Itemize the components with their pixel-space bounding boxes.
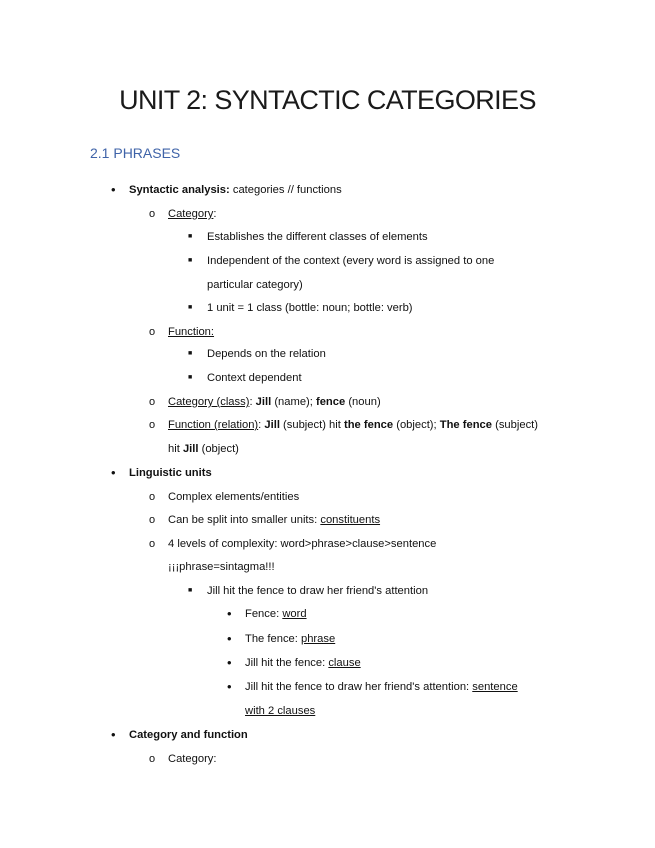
bullet-square: ■ (188, 587, 193, 594)
list-item (245, 679, 518, 695)
underlined-text: Category (168, 208, 214, 220)
list-item (168, 206, 217, 222)
bold-text: the fence (343, 419, 394, 431)
text: Jill hit the fence: (245, 657, 329, 669)
underlined-text: word (282, 608, 307, 620)
bold-text: Category and function (129, 729, 248, 741)
bullet-filled: • (227, 631, 232, 646)
list-item (129, 727, 248, 743)
list-item (168, 394, 381, 410)
list-item (245, 606, 307, 622)
list-item-continuation (245, 703, 315, 719)
list-item: Independent of the context (every word is assigned to one (207, 255, 495, 267)
list-item: Context dependent (207, 372, 302, 384)
text: (subject) (491, 419, 538, 431)
list-item: 4 levels of complexity: word>phrase>clause>sentence (168, 538, 437, 550)
list-item: 1 unit = 1 class (bottle: noun; bottle: verb) (207, 302, 413, 314)
list-item-continuation: particular category) (207, 279, 303, 291)
text: (subject) hit (279, 419, 344, 431)
text: Can be split into smaller units: (168, 514, 321, 526)
bullet-square: ■ (188, 304, 193, 311)
underlined-text: sentence (472, 681, 518, 693)
bullet-filled: • (227, 606, 232, 621)
list-item (245, 655, 361, 671)
list-item (168, 512, 380, 528)
bold-text: Jill (264, 419, 280, 431)
text: categories // functions (229, 184, 342, 196)
list-item (129, 182, 342, 198)
bullet-open: o (149, 419, 156, 431)
bold-text: The fence (439, 419, 492, 431)
list-item: Establishes the different classes of elements (207, 231, 428, 243)
bullet-filled: • (111, 727, 116, 742)
list-item (168, 324, 214, 340)
underlined-text: Category (class) (168, 396, 250, 408)
text: (object); (393, 419, 440, 431)
list-item: Complex elements/entities (168, 491, 300, 503)
bullet-open: o (149, 753, 156, 765)
list-item: Category: (168, 753, 217, 765)
bold-text: Jill (182, 443, 199, 455)
bullet-filled: • (111, 465, 116, 480)
text: hit (168, 443, 183, 455)
underlined-text: phrase (300, 633, 336, 645)
bullet-filled: • (227, 679, 232, 694)
text: (noun) (345, 396, 381, 408)
bullet-square: ■ (188, 350, 193, 357)
bold-text: Jill (255, 396, 272, 408)
bullet-square: ■ (188, 374, 193, 381)
bold-text: Linguistic units (129, 467, 212, 479)
underlined-text: clause (328, 657, 361, 669)
underlined-text: constituents (320, 514, 381, 526)
bullet-filled: • (227, 655, 232, 670)
list-item (245, 631, 335, 647)
list-item-continuation (168, 441, 239, 457)
list-item (129, 465, 212, 481)
text: Jill hit the fence to draw her friend's attention: (245, 681, 473, 693)
bold-text: fence (315, 396, 346, 408)
text: Fence: (245, 608, 283, 620)
bullet-open: o (149, 396, 156, 408)
page-title: UNIT 2: SYNTACTIC CATEGORIES (119, 85, 536, 115)
text: The fence: (245, 633, 301, 645)
text: (object) (198, 443, 239, 455)
bullet-open: o (149, 514, 156, 526)
bullet-square: ■ (188, 257, 193, 264)
text: : (213, 208, 217, 220)
bullet-open: o (149, 208, 156, 220)
note-text: ¡¡¡phrase=sintagma!!! (168, 561, 275, 573)
underlined-text: with 2 clauses (245, 705, 316, 717)
bullet-open: o (149, 326, 156, 338)
bullet-filled: • (111, 182, 116, 197)
text: (name); (271, 396, 316, 408)
list-item: Jill hit the fence to draw her friend's attention (207, 585, 429, 597)
text: : (258, 419, 265, 431)
bullet-square: ■ (188, 233, 193, 240)
bullet-open: o (149, 538, 156, 550)
bullet-open: o (149, 491, 156, 503)
text: : (249, 396, 256, 408)
underlined-text: Function (relation) (168, 419, 259, 431)
bold-text: Syntactic analysis: (129, 184, 230, 196)
underlined-text: Function: (168, 326, 215, 338)
section-heading: 2.1 PHRASES (90, 145, 181, 161)
list-item (168, 417, 538, 433)
list-item: Depends on the relation (207, 348, 326, 360)
